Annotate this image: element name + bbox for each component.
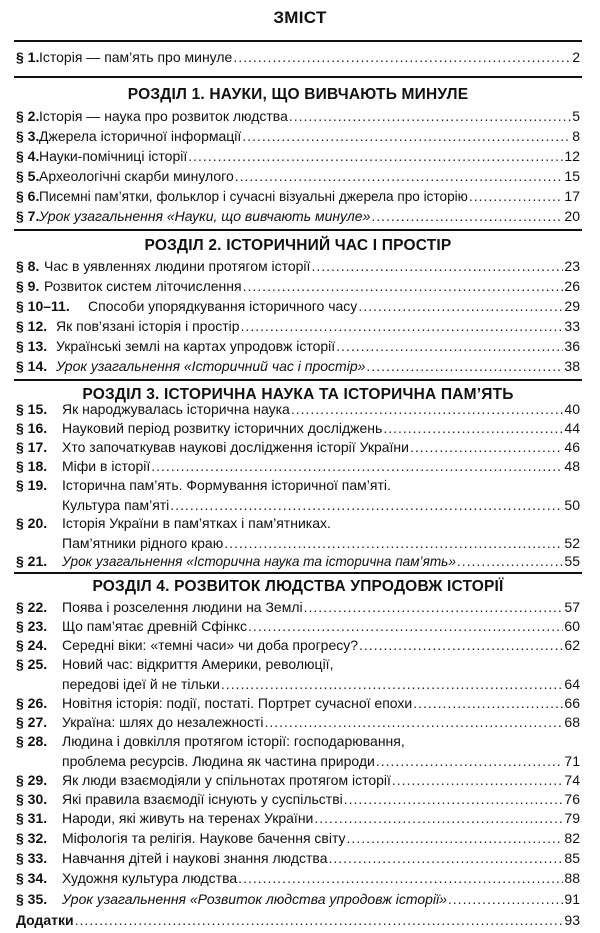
toc-entry-30[interactable]: [16, 789, 580, 809]
leader-dots: [242, 126, 571, 146]
entry-number: § 8.: [16, 258, 40, 274]
leader-dots: [314, 808, 563, 828]
leader-dots: [469, 186, 564, 206]
toc-entry-24[interactable]: [16, 635, 580, 655]
toc-entry-28[interactable]: [16, 731, 580, 771]
entry-title: Народи, які живуть на теренах України: [62, 810, 314, 826]
entry-title: Які правила взаємодії існують у суспільстві: [62, 791, 343, 807]
entry-number: § 13.: [16, 338, 48, 354]
entry-number: § 19.: [16, 477, 48, 493]
toc-entry-31[interactable]: [16, 808, 580, 828]
entry-title: Художня культура людства: [62, 870, 238, 886]
entry-number: § 29.: [16, 772, 48, 788]
entry-number: § 12.: [16, 318, 48, 334]
section-2-heading: РОЗДІЛ 2. ІСТОРИЧНИЙ ЧАС І ПРОСТІР: [144, 237, 452, 254]
divider-top: [14, 40, 582, 42]
leader-dots: [344, 789, 564, 809]
entry-title: Історія — пам’ять про минуле: [39, 49, 233, 65]
entry-number: § 2.: [16, 108, 40, 124]
entry-title: Урок узагальнення «Науки, що вивчають минуле»: [39, 208, 371, 224]
entry-page: 15: [564, 168, 580, 184]
entry-page: 68: [564, 714, 580, 730]
toc-entry-7[interactable]: [16, 206, 580, 226]
toc-entry-33[interactable]: [16, 848, 580, 868]
entry-page: 17: [564, 188, 580, 204]
entry-number: § 16.: [16, 420, 48, 436]
toc-entry-18[interactable]: [16, 456, 580, 476]
entry-title: Як пов’язані історія і простір: [56, 318, 240, 334]
leader-dots: [366, 356, 563, 376]
leader-dots: [413, 693, 563, 713]
entry-title-line-2: проблема ресурсів. Людина як частина природи: [62, 753, 375, 769]
entry-page: 88: [564, 870, 580, 886]
entry-page: 60: [564, 618, 580, 634]
entry-number: § 28.: [16, 733, 48, 749]
entry-number: § 5.: [16, 168, 40, 184]
entry-title: Навчання дітей і наукові знання людства: [62, 850, 328, 866]
entry-page: 74: [564, 772, 580, 788]
toc-entry-20[interactable]: [16, 513, 580, 553]
leader-dots: [329, 848, 564, 868]
toc-title: ЗМІСТ: [273, 8, 327, 27]
entry-page: 91: [564, 891, 580, 907]
leader-dots: [233, 47, 571, 67]
leader-dots: [221, 674, 564, 694]
toc-entry-13[interactable]: [16, 336, 580, 356]
divider-section-2: [14, 229, 582, 231]
entry-title: Поява і розселення людини на Землі: [62, 599, 303, 615]
entry-number: § 4.: [16, 148, 40, 164]
entry-title: Способи упорядкування історичного часу: [88, 298, 358, 314]
toc-entry-1[interactable]: [16, 47, 580, 67]
leader-dots: [238, 868, 563, 888]
section-4-heading: РОЗДІЛ 4. РОЗВИТОК ЛЮДСТВА УПРОДОВЖ ІСТОРІЇ: [92, 578, 504, 595]
entry-title: Як народжувалась історична наука: [62, 401, 290, 417]
entry-number: § 18.: [16, 458, 48, 474]
toc-entry-19[interactable]: [16, 475, 580, 515]
entry-page: 20: [564, 208, 580, 224]
entry-title-line-2: Культура пам’яті: [62, 497, 170, 513]
entry-page: 36: [564, 338, 580, 354]
entry-title: Як люди взаємодіяли у спільнотах протягом історії: [62, 772, 391, 788]
toc-entry-12[interactable]: [16, 316, 580, 336]
entry-page: 12: [564, 148, 580, 164]
entry-number: § 14.: [16, 358, 48, 374]
leader-dots: [248, 616, 563, 636]
entry-title: Джерела історичної інформації: [39, 128, 242, 144]
toc-entry-16[interactable]: [16, 418, 580, 438]
entry-number: § 20.: [16, 515, 48, 531]
entry-page: 38: [564, 358, 580, 374]
toc-entry-23[interactable]: [16, 616, 580, 636]
entry-page: 46: [564, 439, 580, 455]
divider-section-3: [14, 379, 582, 381]
leader-dots: [376, 751, 564, 771]
entry-page: 76: [564, 791, 580, 807]
leader-dots: [410, 437, 563, 457]
entry-title: Хто започаткував наукові дослідження історії України: [62, 439, 409, 455]
toc-entry-10-11[interactable]: [16, 296, 580, 316]
entry-number: § 1.: [16, 49, 40, 65]
entry-title: Археологічні скарби минулого: [39, 168, 234, 184]
leader-dots: [241, 316, 564, 336]
entry-page: 82: [564, 830, 580, 846]
entry-title: Що пам’ятає древній Сфінкс: [62, 618, 248, 634]
entry-title: Науковий період розвитку історичних досліджень: [62, 420, 383, 436]
entry-number: § 25.: [16, 656, 48, 672]
leader-dots: [224, 533, 563, 553]
leader-dots: [75, 910, 564, 930]
entry-number: § 30.: [16, 791, 48, 807]
entry-number: § 26.: [16, 695, 48, 711]
entry-title: Розвиток систем літочислення: [44, 278, 242, 294]
entry-page: 26: [564, 278, 580, 294]
entry-number: § 23.: [16, 618, 48, 634]
entry-number: § 27.: [16, 714, 48, 730]
toc-entry-2[interactable]: [16, 106, 580, 126]
entry-title: Урок узагальнення «Історичний час і простір»: [56, 358, 366, 374]
leader-dots: [170, 495, 563, 515]
toc-entry-8[interactable]: [16, 256, 580, 276]
entry-title: Науки-помічниці історії: [39, 148, 188, 164]
toc-entry-35[interactable]: [16, 889, 580, 909]
entry-title-line-1: Новий час: відкриття Америки, революції,: [62, 656, 334, 672]
entry-page: 66: [564, 695, 580, 711]
entry-number: § 31.: [16, 810, 48, 826]
entry-number: § 15.: [16, 401, 48, 417]
divider-section-1: [14, 76, 582, 78]
entry-number: § 17.: [16, 439, 48, 455]
toc-entry-26[interactable]: [16, 693, 580, 713]
entry-title-line-2: передові ідеї й не тільки: [62, 676, 220, 692]
leader-dots: [457, 551, 564, 571]
toc-entry-29[interactable]: [16, 770, 580, 790]
entry-page: 55: [564, 553, 580, 569]
toc-entry-5[interactable]: [16, 166, 580, 186]
entry-number: § 10–11.: [16, 298, 70, 314]
divider-section-4: [14, 572, 582, 574]
entry-title-line-1: Історична пам’ять. Формування історичної пам’яті.: [62, 477, 391, 493]
entry-title-line-2: Пам’ятники рідного краю: [62, 535, 224, 551]
toc-entry-14[interactable]: [16, 356, 580, 376]
entry-title: Міфи в історії: [62, 458, 151, 474]
toc-entry-15[interactable]: [16, 399, 580, 419]
leader-dots: [304, 597, 564, 617]
leader-dots: [264, 712, 563, 732]
toc-entry-32[interactable]: [16, 828, 580, 848]
entry-title-line-1: Історія України в пам’ятках і пам’ятниках.: [62, 515, 331, 531]
leader-dots: [448, 889, 564, 909]
entry-title: Урок узагальнення «Історична наука та історична пам’ять»: [62, 554, 456, 569]
entry-number: § 24.: [16, 637, 48, 653]
toc-entry-appendix[interactable]: [16, 910, 580, 930]
entry-page: 23: [564, 258, 580, 274]
leader-dots: [188, 146, 563, 166]
leader-dots: [358, 296, 563, 316]
leader-dots: [392, 770, 564, 790]
toc-entry-22[interactable]: [16, 597, 580, 617]
leader-dots: [383, 418, 563, 438]
entry-title-line-1: Людина і довкілля протягом історії: господарювання,: [62, 733, 405, 749]
entry-number: § 34.: [16, 870, 48, 886]
section-3-heading: РОЗДІЛ 3. ІСТОРИЧНА НАУКА ТА ІСТОРИЧНА ПАМ’ЯТЬ: [82, 386, 514, 403]
entry-page: 85: [564, 850, 580, 866]
entry-page: 52: [564, 535, 580, 551]
toc-entry-21[interactable]: [16, 551, 580, 571]
entry-title: Українські землі на картах упродовж історії: [56, 338, 336, 354]
entry-page: 2: [572, 49, 580, 65]
leader-dots: [336, 336, 563, 356]
entry-number: § 21.: [16, 553, 48, 569]
toc-entry-6[interactable]: [16, 186, 580, 206]
leader-dots: [347, 828, 564, 848]
entry-page: 64: [564, 676, 580, 692]
section-1-heading: РОЗДІЛ 1. НАУКИ, ЩО ВИВЧАЮТЬ МИНУЛЕ: [127, 86, 469, 103]
entry-page: 93: [564, 912, 580, 928]
entry-page: 29: [564, 298, 580, 314]
entry-page: 8: [572, 128, 580, 144]
entry-page: 79: [564, 810, 580, 826]
entry-page: 40: [564, 401, 580, 417]
entry-number: § 6.: [16, 188, 40, 204]
entry-title: Урок узагальнення «Розвиток людства упродовж історії»: [62, 891, 447, 907]
entry-number: § 3.: [16, 128, 40, 144]
entry-page: 71: [564, 753, 580, 769]
entry-title: Міфологія та релігія. Наукове бачення світу: [62, 830, 346, 846]
entry-number: § 33.: [16, 850, 48, 866]
entry-title: Україна: шлях до незалежності: [62, 714, 264, 730]
leader-dots: [235, 166, 564, 186]
entry-page: 33: [564, 318, 580, 334]
entry-title: Час в уявленнях людини протягом історії: [44, 258, 311, 274]
entry-number: § 35.: [16, 891, 48, 907]
entry-title: Середні віки: «темні часи» чи доба прогресу?: [62, 637, 359, 653]
leader-dots: [243, 276, 564, 296]
entry-page: 48: [564, 458, 580, 474]
toc-entry-17[interactable]: [16, 437, 580, 457]
leader-dots: [289, 106, 571, 126]
entry-title: Історія — наука про розвиток людства: [39, 108, 288, 124]
toc-entry-25[interactable]: [16, 654, 580, 694]
entry-title: Новітня історія: події, постаті. Портрет сучасної епохи: [62, 695, 413, 711]
toc-entry-27[interactable]: [16, 712, 580, 732]
toc-entry-4[interactable]: [16, 146, 580, 166]
leader-dots: [371, 206, 563, 226]
entry-page: 57: [564, 599, 580, 615]
leader-dots: [359, 635, 563, 655]
entry-number: § 22.: [16, 599, 48, 615]
toc-entry-34[interactable]: [16, 868, 580, 888]
toc-entry-3[interactable]: [16, 126, 580, 146]
leader-dots: [311, 256, 563, 276]
entry-title: Писемні пам’ятки, фольклор і сучасні візуальні джерела про історію: [39, 189, 468, 204]
entry-page: 44: [564, 420, 580, 436]
entry-page: 50: [564, 497, 580, 513]
leader-dots: [151, 456, 563, 476]
entry-number: § 7.: [16, 208, 40, 224]
entry-page: 5: [572, 108, 580, 124]
entry-page: 62: [564, 637, 580, 653]
leader-dots: [291, 399, 564, 419]
entry-number: § 9.: [16, 278, 40, 294]
entry-number: § 32.: [16, 830, 48, 846]
toc-entry-9[interactable]: [16, 276, 580, 296]
entry-title: Додатки: [16, 912, 74, 928]
